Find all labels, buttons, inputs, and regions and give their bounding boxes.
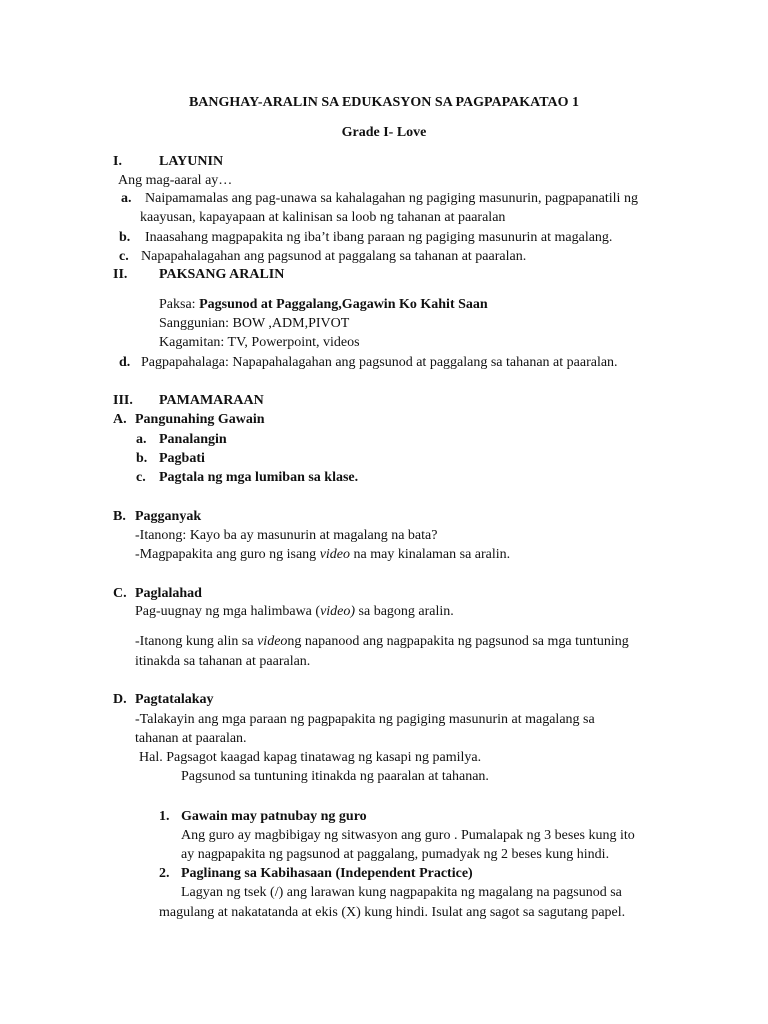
pagtatalakay-line: Pagsunod sa tuntuning itinakda ng paaralan at tahanan.: [181, 769, 489, 784]
list-item: Pagtala ng mga lumiban sa klase.: [159, 470, 359, 485]
activity-text: ay nagpapakita ng pagsunod at paggalang, pumadyak ng 2 beses kung hindi.: [181, 847, 610, 862]
section-number: I.: [113, 154, 122, 169]
text-run: sa bagong aralin.: [355, 604, 454, 619]
subsection-heading: Paglalahad: [135, 586, 202, 601]
activity-text: Lagyan ng tsek (/) ang larawan kung nagpapakita ng magalang na pagsunod sa: [181, 885, 622, 900]
pagtatalakay-line: Hal. Pagsagot kaagad kapag tinatawag ng kasapi ng pamilya.: [139, 750, 482, 765]
paglalahad-line: itinakda sa tahanan at paaralan.: [135, 654, 311, 669]
document-subtitle: Grade I- Love: [341, 125, 427, 140]
paksa-label: Paksa:: [159, 297, 200, 312]
paglalahad-line: [135, 633, 629, 650]
activity-text: magulang at nakatatanda at ekis (X) kung hindi. Isulat ang sagot sa sagutang papel.: [159, 905, 626, 920]
activity-heading: Gawain may patnubay ng guro: [181, 809, 367, 824]
list-item: Pagbati: [159, 451, 205, 466]
text-run: Pag-uugnay ng mga halimbawa (: [135, 604, 321, 619]
text-run-italic: video: [319, 547, 351, 562]
list-marker: a.: [136, 432, 147, 447]
activity-text: Ang guro ay magbibigay ng sitwasyon ang guro . Pumalapak ng 3 beses kung ito: [181, 828, 635, 843]
list-marker: b.: [136, 451, 148, 466]
text-run: ng napanood ang nagpapakita ng pagsunod sa mga tuntuning: [287, 634, 629, 649]
pagganyak-line: -Itanong: Kayo ba ay masunurin at magalang na bata?: [135, 528, 438, 543]
text-run-italic: video): [320, 604, 356, 619]
sanggunian-line: Sanggunian: BOW ,ADM,PIVOT: [159, 316, 350, 331]
subsection-marker: B.: [113, 509, 126, 524]
objective-a-line2: kaayusan, kapayapaan at kalinisan sa loob ng tahanan at paaralan: [140, 210, 506, 225]
list-marker: a.: [121, 191, 132, 206]
activity-heading: Paglinang sa Kabihasaan (Independent Practice): [181, 866, 473, 881]
kagamitan-line: Kagamitan: TV, Powerpoint, videos: [159, 335, 360, 350]
pagtatalakay-line: -Talakayin ang mga paraan ng pagpapakita ng pagiging masunurin at magalang sa: [135, 712, 595, 727]
subsection-marker: C.: [113, 586, 127, 601]
list-marker: c.: [136, 470, 146, 485]
section-heading: PAKSANG ARALIN: [159, 267, 285, 282]
list-marker: 1.: [159, 809, 170, 824]
intro-text: Ang mag-aaral ay…: [118, 173, 233, 188]
section-number: II.: [113, 267, 128, 282]
objective-b: Inaasahang magpapakita ng iba’t ibang paraan ng pagiging masunurin at magalang.: [145, 230, 613, 245]
list-item: Panalangin: [159, 432, 227, 447]
text-run: na may kinalaman sa aralin.: [350, 547, 511, 562]
list-marker: 2.: [159, 866, 170, 881]
subsection-marker: A.: [113, 412, 127, 427]
list-marker: d.: [119, 355, 131, 370]
text-run: -Magpapakita ang guro ng isang: [135, 547, 320, 562]
subsection-heading: Pagganyak: [135, 509, 202, 524]
paglalahad-line: [135, 603, 454, 620]
text-run-italic: video: [257, 634, 288, 649]
objective-a-line1: Naipamamalas ang pag-unawa sa kahalagahan ng pagiging masunurin, pagpapanatili ng: [145, 191, 638, 206]
objective-c: Napapahalagahan ang pagsunod at paggalang sa tahanan at paaralan.: [141, 249, 527, 264]
document-title: BANGHAY-ARALIN SA EDUKASYON SA PAGPAPAKATAO 1: [188, 95, 580, 110]
pagpapahalaga-line: Pagpapahalaga: Napapahalagahan ang pagsunod at paggalang sa tahanan at paaralan.: [141, 355, 618, 370]
subsection-heading: Pagtatalakay: [135, 692, 214, 707]
list-marker: b.: [119, 230, 131, 245]
section-number: III.: [113, 393, 133, 408]
text-run: -Itanong kung alin sa: [135, 634, 258, 649]
section-heading: LAYUNIN: [159, 154, 224, 169]
paksa-value: Pagsunod at Paggalang,Gagawin Ko Kahit Saan: [199, 297, 488, 312]
paksa-line: [159, 296, 488, 313]
subsection-heading: Pangunahing Gawain: [135, 412, 265, 427]
section-heading: PAMAMARAAN: [159, 393, 264, 408]
list-marker: c.: [119, 249, 129, 264]
subsection-marker: D.: [113, 692, 127, 707]
pagganyak-line: [135, 546, 510, 563]
pagtatalakay-line: tahanan at paaralan.: [135, 731, 247, 746]
